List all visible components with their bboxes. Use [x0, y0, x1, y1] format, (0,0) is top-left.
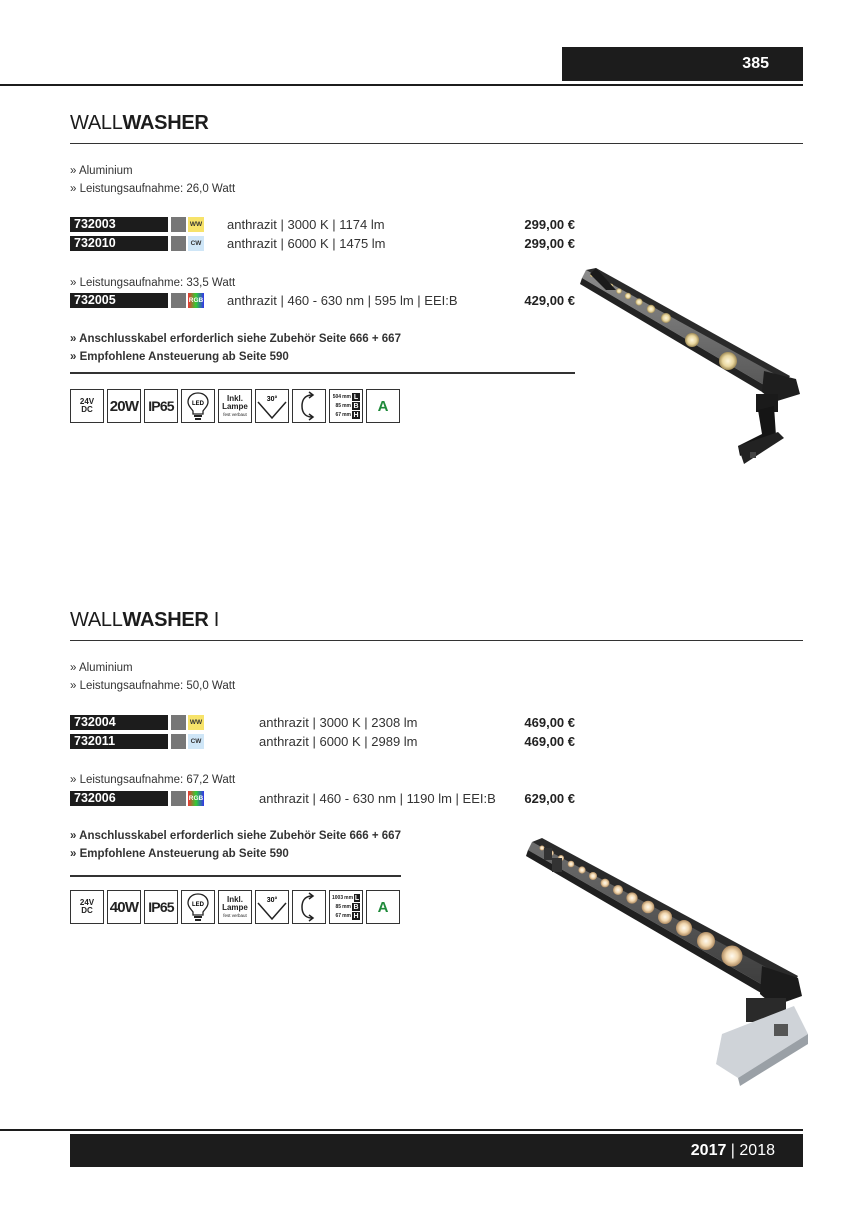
- wall-washer-i-image: [526, 838, 814, 1086]
- ip-rating-icon: [144, 389, 178, 423]
- product-code: 732011: [70, 734, 168, 749]
- title-divider: [70, 143, 803, 144]
- lamp-small: fest verbaut: [223, 912, 247, 918]
- feature-icons: [70, 389, 400, 423]
- voltage-label: 24V DC: [79, 898, 95, 915]
- angle-label: 30°: [266, 396, 278, 403]
- spec-power: » Leistungsaufnahme: 26,0 Watt: [70, 183, 236, 195]
- dimension-letter: H: [353, 912, 359, 920]
- ip-label: IP65: [148, 899, 174, 915]
- color-swatch: [171, 236, 186, 251]
- note-cable: » Anschlusskabel erforderlich siehe Zubehör Seite 666 + 667: [70, 830, 401, 842]
- product-description: anthrazit | 460 - 630 nm | 1190 lm | EEI:B: [259, 791, 496, 806]
- dimension-letter: B: [353, 402, 359, 410]
- spec-material: » Aluminium: [70, 165, 133, 177]
- lamp-mid: Lampe: [222, 902, 248, 912]
- page-number: 385: [742, 55, 769, 72]
- product-row: [70, 293, 580, 309]
- color-temp-badge: RGB: [188, 791, 204, 806]
- dimension-letter: L: [353, 393, 359, 401]
- energy-class: A: [377, 898, 389, 916]
- dimension-unit: mm: [342, 402, 351, 409]
- angle-label: 30°: [266, 897, 278, 904]
- color-temp-badge: RGB: [188, 293, 204, 308]
- product-code: 732005: [70, 293, 168, 308]
- product-price: 429,00 €: [524, 293, 575, 308]
- dimensions-icon: [329, 890, 363, 924]
- dimension-value: 67: [335, 411, 342, 418]
- product-description: anthrazit | 3000 K | 2308 lm: [259, 715, 418, 730]
- icons-divider: [70, 372, 575, 374]
- product-section-1: [70, 112, 803, 419]
- dimension-letter: L: [354, 894, 360, 902]
- spec-power-rgb: » Leistungsaufnahme: 33,5 Watt: [70, 277, 236, 289]
- color-temp-badge: WW: [188, 715, 204, 730]
- section-title: [70, 609, 803, 632]
- voltage-icon: [70, 389, 104, 423]
- product-code: 732010: [70, 236, 168, 251]
- dimension-value: 85: [335, 903, 342, 910]
- title-light: WALL: [70, 112, 123, 134]
- energy-class-icon: [366, 389, 400, 423]
- footer-divider: [0, 1129, 803, 1131]
- led-label: LED: [192, 401, 204, 407]
- product-row: [70, 715, 580, 731]
- product-row: [70, 217, 580, 233]
- product-price: 629,00 €: [524, 791, 575, 806]
- lamp-included-icon: [218, 389, 252, 423]
- voltage-icon: [70, 890, 104, 924]
- dimension-row: [332, 411, 360, 420]
- note-control: » Empfohlene Ansteuerung ab Seite 590: [70, 848, 289, 860]
- beam-angle-icon: [255, 389, 289, 423]
- wattage-icon: [107, 890, 141, 924]
- footer-year: 2018: [739, 1141, 775, 1159]
- dimension-unit: mm: [342, 903, 351, 910]
- section-title: [70, 112, 803, 135]
- dimension-unit: mm: [342, 393, 351, 400]
- product-price: 299,00 €: [524, 217, 575, 232]
- dimension-unit: mm: [344, 894, 354, 901]
- rotate-icon: [292, 389, 326, 423]
- footer-year-bar: [70, 1134, 803, 1167]
- color-temp-badge: CW: [188, 734, 204, 749]
- color-temp-badge: CW: [188, 236, 204, 251]
- energy-class-icon: [366, 890, 400, 924]
- product-row: [70, 734, 580, 750]
- color-swatch: [171, 217, 186, 232]
- dimension-row: [332, 903, 360, 912]
- energy-class: A: [377, 397, 389, 415]
- page-number-bar: [562, 47, 803, 81]
- beam-angle-icon: [255, 890, 289, 924]
- product-description: anthrazit | 6000 K | 2989 lm: [259, 734, 418, 749]
- dimension-value: 504: [332, 393, 342, 400]
- lamp-small: fest verbaut: [223, 411, 247, 417]
- wattage-label: 40W: [109, 898, 139, 916]
- product-row: [70, 236, 580, 252]
- product-section-2: [70, 609, 803, 920]
- footer-separator: |: [726, 1141, 740, 1159]
- note-cable: » Anschlusskabel erforderlich siehe Zubehör Seite 666 + 667: [70, 333, 401, 345]
- dimension-letter: B: [353, 903, 359, 911]
- color-swatch: [171, 734, 186, 749]
- dimension-row: [332, 393, 360, 402]
- dimension-letter: H: [353, 411, 359, 419]
- title-divider: [70, 640, 803, 641]
- product-description: anthrazit | 3000 K | 1174 lm: [227, 217, 385, 232]
- led-bulb-icon: [181, 890, 215, 924]
- product-price: 469,00 €: [524, 715, 575, 730]
- product-code: 732003: [70, 217, 168, 232]
- dimension-row: [332, 894, 360, 903]
- note-control: » Empfohlene Ansteuerung ab Seite 590: [70, 351, 289, 363]
- ip-rating-icon: [144, 890, 178, 924]
- lamp-included-icon: [218, 890, 252, 924]
- dimension-unit: mm: [342, 912, 351, 919]
- color-swatch: [171, 791, 186, 806]
- color-swatch: [171, 715, 186, 730]
- footer-year-bold: 2017: [690, 1141, 727, 1159]
- title-suffix: I: [208, 609, 220, 631]
- dimension-unit: mm: [342, 411, 351, 418]
- wattage-icon: [107, 389, 141, 423]
- dimension-value: 67: [335, 912, 342, 919]
- product-code: 732004: [70, 715, 168, 730]
- wall-washer-image: [578, 266, 808, 471]
- title-bold: WASHER: [122, 609, 209, 631]
- color-swatch: [171, 293, 186, 308]
- spec-material: » Aluminium: [70, 662, 133, 674]
- feature-icons: [70, 890, 400, 924]
- product-description: anthrazit | 460 - 630 nm | 595 lm | EEI:B: [227, 293, 458, 308]
- title-light: WALL: [70, 609, 123, 631]
- product-price: 469,00 €: [524, 734, 575, 749]
- product-description: anthrazit | 6000 K | 1475 lm: [227, 236, 386, 251]
- voltage-label: 24V DC: [79, 397, 95, 414]
- dimension-row: [332, 402, 360, 411]
- dimension-value: 85: [335, 402, 342, 409]
- icons-divider: [70, 875, 401, 877]
- dimension-value: 1003: [332, 894, 344, 901]
- color-temp-badge: WW: [188, 217, 204, 232]
- lamp-top: Inkl.: [226, 894, 243, 904]
- wattage-label: 20W: [109, 397, 139, 415]
- led-bulb-icon: [181, 389, 215, 423]
- product-price: 299,00 €: [524, 236, 575, 251]
- spec-power: » Leistungsaufnahme: 50,0 Watt: [70, 680, 236, 692]
- top-divider: [0, 84, 803, 86]
- ip-label: IP65: [148, 398, 174, 414]
- dimensions-icon: [329, 389, 363, 423]
- product-row: [70, 791, 580, 807]
- lamp-top: Inkl.: [226, 393, 243, 403]
- led-label: LED: [192, 902, 204, 908]
- rotate-icon: [292, 890, 326, 924]
- lamp-mid: Lampe: [222, 401, 248, 411]
- dimension-row: [332, 912, 360, 921]
- spec-power-rgb: » Leistungsaufnahme: 67,2 Watt: [70, 774, 236, 786]
- product-code: 732006: [70, 791, 168, 806]
- title-bold: WASHER: [122, 112, 209, 134]
